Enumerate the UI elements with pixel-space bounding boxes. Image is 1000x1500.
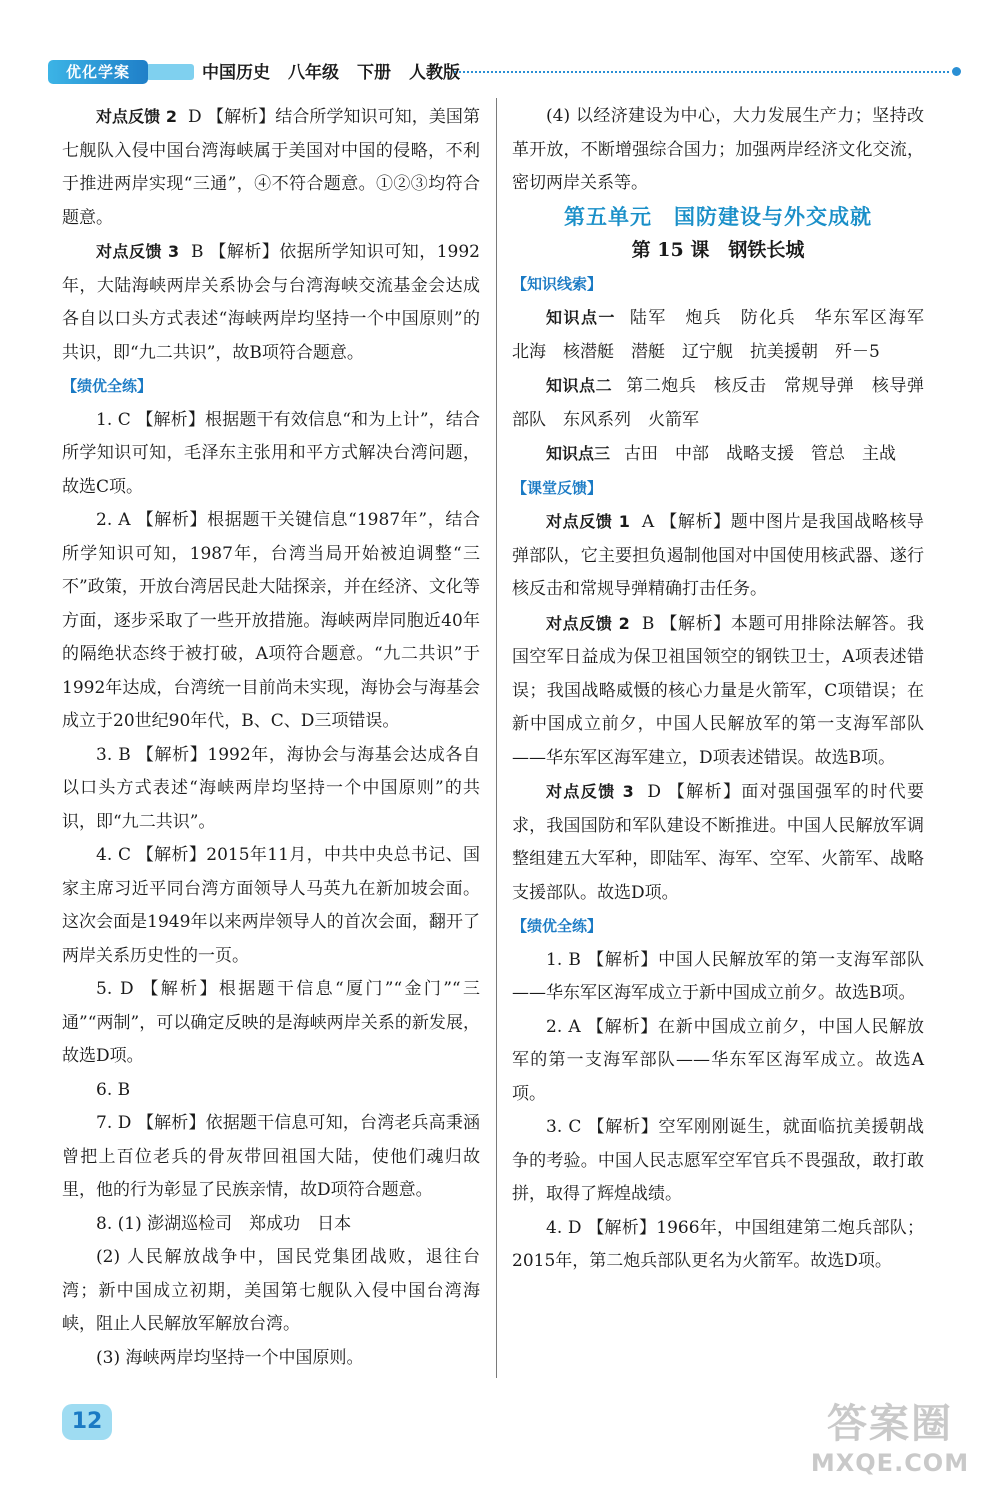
section-knowledge: 【知识线索】 <box>512 274 603 293</box>
left-item-4: 4. C 【解析】2015年11月，中共中央总书记、国家主席习近平同台湾方面领导人马英九在新加坡会面。这次会面是1949年以来两岸领导人的首次会面，翻开了两岸关系历史性的一页。 <box>62 845 480 966</box>
page-header <box>42 58 962 88</box>
right-item-4: 4. D 【解析】1966年，中国组建第二炮兵部队；2015年，第二炮兵部队更名为火箭军。故选D项。 <box>512 1217 924 1271</box>
header-dotted-line <box>454 71 949 73</box>
right-item-8-4: (4) 以经济建设为中心，大力发展生产力；坚持改革开放，不断增强综合国力；加强两岸经济文化交流，密切两岸关系等。 <box>512 106 924 193</box>
watermark <box>800 1400 980 1490</box>
right-item-3: 3. C 【解析】空军刚刚诞生，就面临抗美援朝战争的考验。中国人民志愿军空军官兵不畏强敌，敢打敢拼，取得了辉煌战绩。 <box>512 1117 924 1204</box>
watermark-line-2: MXQE.COM <box>810 1449 970 1477</box>
left-item-8-2: (2) 人民解放战争中，国民党集团战败，退往台湾；新中国成立初期，美国第七舰队入侵中国台湾海峡，阻止人民解放军解放台湾。 <box>62 1247 480 1334</box>
kp1-text: 陆军 炮兵 防化兵 华东军区海军 北海 核潜艇 潜艇 辽宁舰 抗美援朝 歼－5 <box>512 308 941 362</box>
kp1-label: 知识点一 <box>546 308 616 327</box>
right-item-2: 2. A 【解析】在新中国成立前夕，中国人民解放军的第一支海军部队——华东军区海军成立。故选A项。 <box>512 1016 924 1104</box>
right-feedback-2 <box>512 607 924 776</box>
book-logo: 优化学案 <box>48 60 148 84</box>
left-item-7: 7. D 【解析】依据题干信息可知，台湾老兵高秉涵曾把上百位老兵的骨灰带回祖国大陆，使他们魂归故里，他的行为彰显了民族亲情，故D项符合题意。 <box>62 1113 480 1200</box>
left-section-practice: 【绩优全练】 <box>62 377 153 395</box>
knowledge-point-2 <box>512 369 924 437</box>
lesson-title: 第 15 课 钢铁长城 <box>631 239 805 261</box>
header-edition: 人教版 <box>409 63 460 83</box>
header-volume: 下册 <box>357 63 391 83</box>
knowledge-point-3 <box>512 437 924 472</box>
left-item-8-3: (3) 海峡两岸均坚持一个中国原则。 <box>96 1347 364 1368</box>
right-feedback-1-label: 对点反馈 1 <box>546 512 630 531</box>
left-item-5: 5. D 【解析】根据题干信息“厦门”“金门”“三通”“两制”，可以确定反映的是海峡两岸关系的新发展，故选D项。 <box>62 979 480 1066</box>
left-item-3: 3. B 【解析】1992年，海协会与海基会达成各自以口头方式表述“海峡两岸均坚持一个中国原则”的共识，即“九二共识”。 <box>62 744 480 832</box>
watermark-line-1: 答案圈 <box>827 1401 953 1447</box>
left-feedback-3-text: B 【解析】依据所学知识可知，1992年，大陆海峡两岸关系协会与台湾海峡交流基金会达成各自以口头方式表述“海峡两岸均坚持一个中国原则”的共识，即“九二共识”，故B项符合题意。 <box>62 242 480 363</box>
left-item-1: 1. C 【解析】根据题干有效信息“和为上计”，结合所学知识可知，毛泽东主张用和平方式解决台湾问题，故选C项。 <box>62 409 480 497</box>
header-grade: 八年级 <box>288 63 339 83</box>
right-feedback-3-text: D 【解析】面对强国强军的时代要求，我国国防和军队建设不断推进。中国人民解放军调整组建五大军种，即陆军、海军、空军、火箭军、战略支援部队。故选D项。 <box>512 782 924 903</box>
page-number: 12 <box>62 1404 112 1440</box>
right-feedback-2-label: 对点反馈 2 <box>546 613 630 633</box>
left-feedback-3-label: 对点反馈 3 <box>96 242 180 261</box>
kp3-label: 知识点三 <box>546 444 611 463</box>
header-dot-icon <box>952 67 961 76</box>
right-feedback-1 <box>512 505 924 607</box>
left-feedback-3 <box>62 235 480 370</box>
left-feedback-2-label: 对点反馈 2 <box>96 107 178 126</box>
left-feedback-2 <box>62 100 480 235</box>
right-column <box>512 100 941 1279</box>
left-feedback-2-text: D 【解析】结合所学知识可知，美国第七舰队入侵中国台湾海峡属于美国对中国的侵略，不利于推进两岸实现“三通”，④不符合题意。①②③均符合题意。 <box>62 107 480 228</box>
left-item-2: 2. A 【解析】根据题干关键信息“1987年”，结合所学知识可知，1987年，台湾当局开始被迫调整“三不”政策，开放台湾居民赴大陆探亲，并在经济、文化等方面，逐步采取了一些开放措施。海峡两岸同胞近40年的隔绝状态终于被打破，A项符合题意。“九二共识”于1992年达成，台湾统一目前尚未实现，海协会与海基会成立于20世纪90年代，B、C、D三项错误。 <box>62 510 480 731</box>
right-feedback-1-text: A 【解析】题中图片是我国战略核导弹部队，它主要担负遏制他国对中国使用核武器、遂行核反击和常规导弹精确打击任务。 <box>512 512 924 599</box>
right-item-1: 1. B 【解析】中国人民解放军的第一支海军部队——华东军区海军成立于新中国成立前夕。故选B项。 <box>512 949 924 1003</box>
column-divider <box>496 98 497 1378</box>
left-item-8-1: 8. (1) 澎湖巡检司 郑成功 日本 <box>96 1213 352 1234</box>
left-column <box>62 100 480 1375</box>
knowledge-point-1 <box>512 301 941 369</box>
kp2-text: 第二炮兵 核反击 常规导弹 核导弹部队 东风系列 火箭军 <box>512 376 924 430</box>
header-title <box>202 60 478 86</box>
left-item-6: 6. B <box>96 1079 131 1100</box>
right-feedback-3-label: 对点反馈 3 <box>546 782 634 801</box>
header-subject: 中国历史 <box>202 63 270 83</box>
logo-tab-decoration <box>146 64 194 80</box>
kp3-text: 古田 中部 战略支援 管总 主战 <box>624 444 897 464</box>
section-class-feedback: 【课堂反馈】 <box>512 478 603 497</box>
right-feedback-3 <box>512 775 924 910</box>
unit-title: 第五单元 国防建设与外交成就 <box>564 204 872 229</box>
right-feedback-2-text: B 【解析】本题可用排除法解答。我国空军日益成为保卫祖国领空的钢铁卫士，A项表述错误；我国战略威慑的核心力量是火箭军，C项错误；在新中国成立前夕，中国人民解放军的第一支海军部队——华东军区海军建立，D项表述错误。故选B项。 <box>512 613 924 768</box>
kp2-label: 知识点二 <box>546 376 613 395</box>
section-practice-right: 【绩优全练】 <box>512 917 603 935</box>
